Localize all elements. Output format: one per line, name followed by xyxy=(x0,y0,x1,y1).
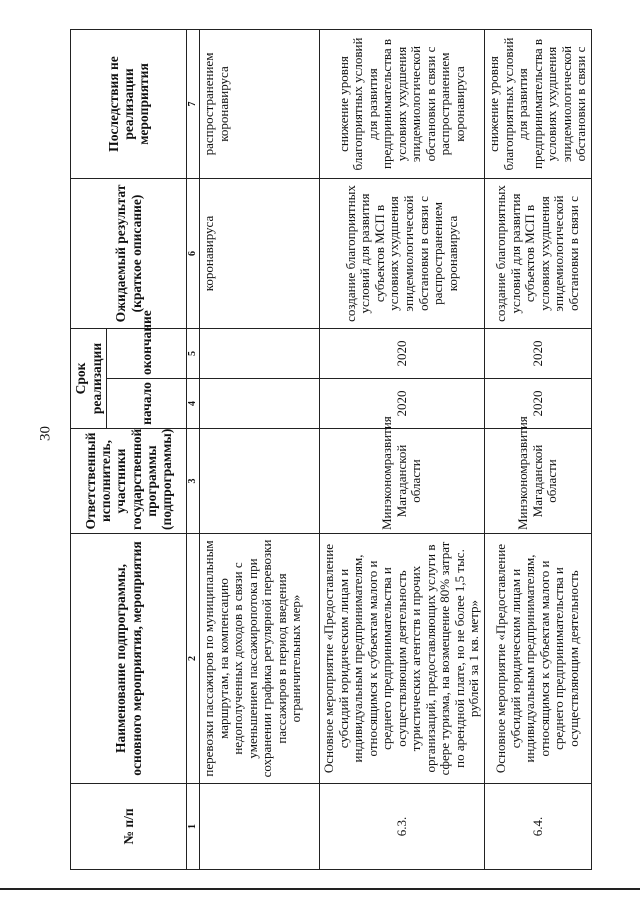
row-end: 2020 xyxy=(320,329,485,379)
table-row xyxy=(320,30,485,870)
row-name: перевозки пассажиров по муниципальным маршрутам, на компенсацию недополученных доходов в связи с уменьшением пассажиропотока при сохранении графика регулярной перевозки пассажиров в период введения ограничительных мер» xyxy=(200,534,320,784)
header-result: Ожидаемый результат (краткое описание) xyxy=(71,179,187,329)
row-result: создание благоприятных условий для развития субъектов МСП в условиях ухудшения эпидемиологической обстановки в связи с xyxy=(485,179,592,329)
header-start: начало xyxy=(107,379,187,429)
column-number: 1 xyxy=(187,784,200,870)
row-start xyxy=(200,379,320,429)
column-number: 2 xyxy=(187,534,200,784)
column-number: 4 xyxy=(187,379,200,429)
row-executor: Минэкономразвития Магаданской области xyxy=(320,429,485,534)
column-number: 5 xyxy=(187,329,200,379)
row-consequence: снижение уровня благоприятных условий для развития предпринимательства в условиях ухудшения эпидемиологической обстановки в связи с распространением коронавируса xyxy=(320,30,485,179)
table-sheet xyxy=(70,30,589,870)
row-start: 2020 xyxy=(320,379,485,429)
page-number: 30 xyxy=(37,426,54,441)
row-executor xyxy=(200,429,320,534)
row-start: 2020 xyxy=(485,379,592,429)
header-executor: Ответственный исполнитель, участники государственной программы (подпрограммы) xyxy=(71,429,187,534)
row-result: создание благоприятных условий для развития субъектов МСП в условиях ухудшения эпидемиологической обстановки в связи с распространением коронавируса xyxy=(320,179,485,329)
header-name: Наименование подпрограммы, основного мероприятия, мероприятия xyxy=(71,534,187,784)
row-name: Основное мероприятие «Предоставление субсидий юридическим лицам и индивидуальным предпринимателям, относящимся к субъектам малого и среднего предпринимательства и осуществляющим деятельность xyxy=(485,534,592,784)
table-row xyxy=(200,30,320,870)
row-result: коронавируса xyxy=(200,179,320,329)
row-end: 2020 xyxy=(485,329,592,379)
rotated-table-frame xyxy=(70,30,589,870)
row-number: 6.4. xyxy=(485,784,592,870)
table-row xyxy=(485,30,592,870)
header-period: Срок реализации xyxy=(71,329,107,429)
column-number: 6 xyxy=(187,179,200,329)
bottom-rule xyxy=(0,888,640,890)
row-consequence: снижение уровня благоприятных условий для развития предпринимательства в условиях ухудшения эпидемиологической обстановки в связи с xyxy=(485,30,592,179)
row-number xyxy=(200,784,320,870)
activities-table xyxy=(70,29,592,870)
row-end xyxy=(200,329,320,379)
header-number: № п/п xyxy=(71,784,187,870)
column-number: 3 xyxy=(187,429,200,534)
row-executor: Минэкономразвития Магаданской области xyxy=(485,429,592,534)
row-number: 6.3. xyxy=(320,784,485,870)
row-consequence: распространением коронавируса xyxy=(200,30,320,179)
header-end: окончание xyxy=(107,329,187,379)
column-number: 7 xyxy=(187,30,200,179)
row-name: Основное мероприятие «Предоставление субсидий юридическим лицам и индивидуальным предпринимателям, относящимся к субъектам малого и среднего предпринимательства и осуществляющим деятельность туристических агентств и прочих организаций, предоставляющих услуги в сфере туризма, на возмещение 80% затрат по арендной плате, но не более 1,5 тыс. рублей за 1 кв. метр» xyxy=(320,534,485,784)
header-consequence: Последствия не реализации мероприятия xyxy=(71,30,187,179)
